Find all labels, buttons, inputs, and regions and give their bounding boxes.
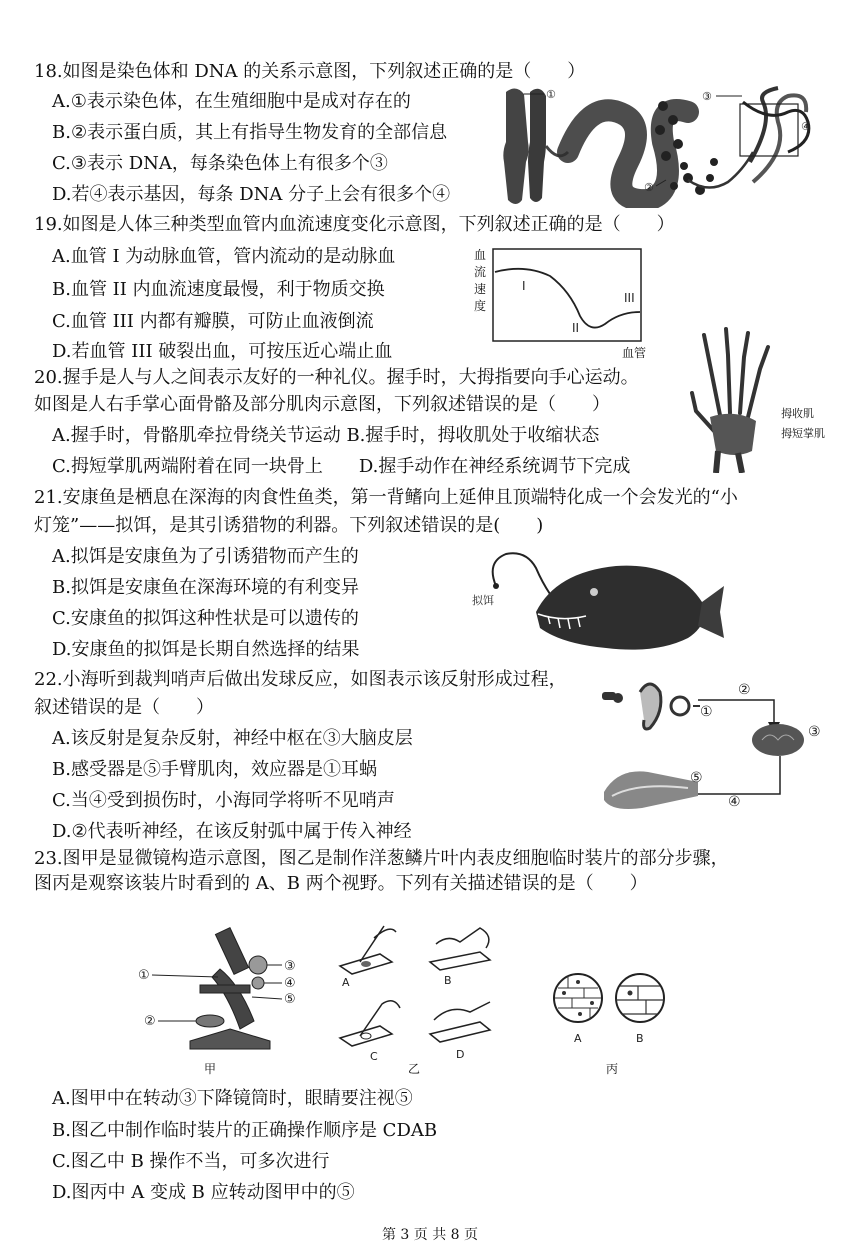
caption-yi: 乙 <box>408 1062 421 1076</box>
muscle-label-2: 拇短掌肌 <box>781 427 825 440</box>
q23-option-d: D.图丙中 A 变成 B 应转动图甲中的⑤ <box>52 1182 355 1203</box>
step-label-a: A <box>342 976 350 989</box>
q18-option-d: D.若④表示基因，每条 DNA 分子上会有很多个④ <box>52 184 451 205</box>
curve-label-i: I <box>522 279 526 293</box>
q23-stem-line1: 23.图甲是显微镜构造示意图，图乙是制作洋葱鳞片叶内表皮细胞临时装片的部分步骤， <box>34 848 729 869</box>
page-footer: 第 3 页 共 8 页 <box>381 1227 479 1243</box>
label-3: ③ <box>284 959 296 974</box>
label-1: ① <box>546 88 556 101</box>
view-label-b: B <box>636 1032 644 1045</box>
q20-stem-line1: 20.握手是人与人之间表示友好的一种礼仪。握手时，大拇指要向手心运动。 <box>34 367 639 388</box>
label-1: ① <box>138 968 150 983</box>
q19-stem: 19.如图是人体三种类型血管内血流速度变化示意图，下列叙述正确的是（ ） <box>34 214 675 235</box>
q23-option-c: C.图乙中 B 操作不当，可多次进行 <box>52 1151 330 1172</box>
q22-option-d: D.②代表听神经，在该反射弧中属于传入神经 <box>52 821 412 842</box>
cochlea-shape <box>671 697 689 715</box>
vessel-axis-label: 血管 <box>622 346 647 360</box>
microscope-figure <box>130 925 310 1057</box>
q20-stem-line2: 如图是人右手掌心面骨骼及部分肌肉示意图，下列叙述错误的是（ ） <box>34 394 610 415</box>
q21-option-d: D.安康鱼的拟饵是长期自然选择的结果 <box>52 639 360 660</box>
q19-option-c: C.血管 III 内都有瓣膜，可防止血液倒流 <box>52 311 374 332</box>
views-figure <box>550 970 670 1050</box>
label-3: ③ <box>808 724 821 740</box>
velocity-curve <box>495 269 640 328</box>
q18-stem: 18.如图是染色体和 DNA 的关系示意图，下列叙述正确的是（ ） <box>34 61 586 82</box>
arm-shape <box>604 771 698 809</box>
q19-option-b: B.血管 II 内血流速度最慢，利于物质交换 <box>52 279 385 300</box>
label-5: ⑤ <box>690 770 703 786</box>
q18-option-c: C.③表示 DNA，每条染色体上有很多个③ <box>52 153 388 174</box>
label-2: ② <box>738 682 751 698</box>
caption-bing: 丙 <box>606 1062 619 1076</box>
blood-velocity-chart <box>490 246 650 358</box>
label-2: ② <box>644 181 654 194</box>
step-a-hand <box>360 926 396 962</box>
curve-label-ii: II <box>572 321 580 335</box>
step-b-slide <box>430 952 490 970</box>
q22-option-c: C.当④受到损伤时，小海同学将听不见哨声 <box>52 790 395 811</box>
anglerfish-figure <box>466 542 726 662</box>
q23-option-b: B.图乙中制作临时装片的正确操作顺序是 CDAB <box>52 1120 438 1141</box>
step-label-c: C <box>370 1050 378 1063</box>
chromosome-shape <box>503 88 568 204</box>
step-d-slide <box>430 1022 490 1042</box>
brain-shape <box>752 724 804 756</box>
lure-label: 拟饵 <box>472 594 494 607</box>
label-5: ⑤ <box>284 992 296 1007</box>
q18-option-a: A.①表示染色体，在生殖细胞中是成对存在的 <box>52 91 411 112</box>
chart-frame <box>493 249 641 341</box>
q22-stem-line1: 22.小海听到裁判哨声后做出发球反应，如图表示该反射形成过程， <box>34 669 567 690</box>
double-helix-shape <box>743 88 809 182</box>
hand-skeleton-figure <box>690 325 790 473</box>
reflex-arc-figure <box>598 672 842 832</box>
curve-label-iii: III <box>624 291 635 305</box>
lure-stalk <box>493 553 550 594</box>
label-4: ④ <box>728 794 741 810</box>
label-1: ① <box>700 704 713 720</box>
caption-jia: 甲 <box>204 1062 217 1076</box>
q21-option-a: A.拟饵是安康鱼为了引诱猎物而产生的 <box>52 546 359 567</box>
q21-option-b: B.拟饵是安康鱼在深海环境的有利变异 <box>52 577 359 598</box>
lure-bulb <box>493 583 499 589</box>
label-4: ④ <box>284 976 296 991</box>
label-3: ③ <box>702 90 712 103</box>
step-label-b: B <box>444 974 452 987</box>
q20-option-cd: C.拇短掌肌两端附着在同一块骨上 D.握手动作在神经系统调节下完成 <box>52 456 631 477</box>
step-c-slide <box>340 1026 392 1046</box>
q21-stem-line1: 21.安康鱼是栖息在深海的肉食性鱼类，第一背鳍向上延伸且顶端特化成一个会发光的“小 <box>34 487 738 508</box>
velocity-axis-label: 血流速度 <box>474 248 487 313</box>
q22-stem-line2: 叙述错误的是（ ） <box>34 697 214 718</box>
q19-option-d: D.若血管 III 破裂出血，可按压近心端止血 <box>52 341 393 362</box>
step-b-hand <box>436 928 489 948</box>
ear-shape <box>640 684 661 729</box>
step-d-hand <box>434 1002 490 1020</box>
label-2: ② <box>144 1014 156 1029</box>
chromosome-dna-figure <box>488 82 828 208</box>
q23-stem-line2: 图丙是观察该装片时看到的 A、B 两个视野。下列有关描述错误的是（ ） <box>34 873 648 894</box>
view-a <box>554 974 602 1022</box>
q22-option-b: B.感受器是⑤手臂肌肉，效应器是①耳蜗 <box>52 759 377 780</box>
q21-stem-line2: 灯笼”——拟饵，是其引诱猎物的利器。下列叙述错误的是( ) <box>34 515 544 536</box>
q20-option-ab: A.握手时，骨骼肌牵拉骨绕关节运动 B.握手时，拇收肌处于收缩状态 <box>52 425 600 446</box>
view-label-a: A <box>574 1032 582 1045</box>
q23-option-a: A.图甲中在转动③下降镜筒时，眼睛要注视⑤ <box>52 1088 413 1109</box>
q21-option-c: C.安康鱼的拟饵这种性状是可以遗传的 <box>52 608 359 629</box>
view-b <box>616 974 664 1022</box>
step-label-d: D <box>456 1048 465 1061</box>
q22-option-a: A.该反射是复杂反射，神经中枢在③大脑皮层 <box>52 728 413 749</box>
label-4: ④ <box>801 120 811 133</box>
slide-steps-figure <box>330 918 510 1064</box>
fish-body <box>536 566 704 650</box>
muscle-label-1: 拇收肌 <box>781 407 814 420</box>
q19-option-a: A.血管 I 为动脉血管，管内流动的是动脉血 <box>52 246 396 267</box>
whistle-icon <box>602 692 623 703</box>
q18-option-b: B.②表示蛋白质，其上有指导生物发育的全部信息 <box>52 122 448 143</box>
